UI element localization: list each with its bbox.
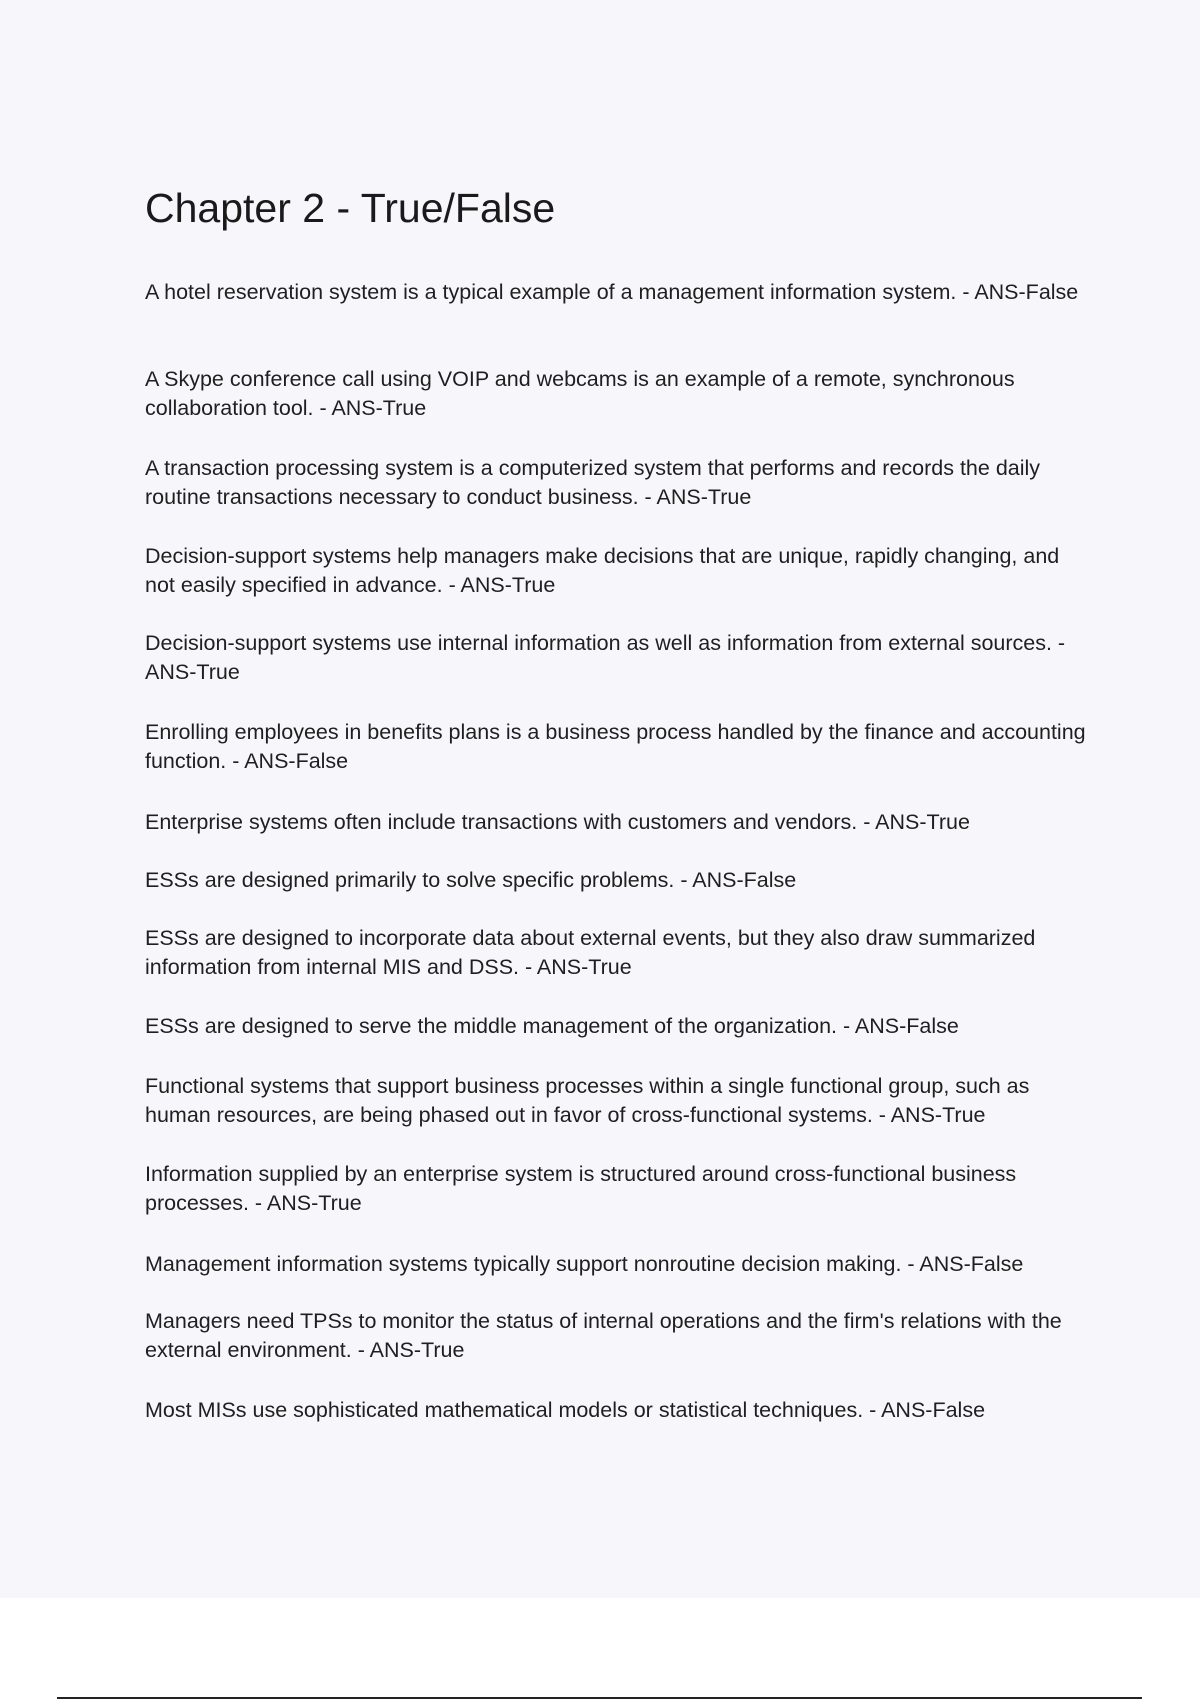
question-item: Enrolling employees in benefits plans is a business process handled by the finance and accounting function. - ANS-False xyxy=(145,720,1086,773)
question-item: Management information systems typically support nonroutine decision making. - ANS-False xyxy=(145,1252,1024,1276)
question-item: Decision-support systems use internal information as well as information from external sources. - ANS-True xyxy=(145,631,1066,684)
question-item: Enterprise systems often include transactions with customers and vendors. - ANS-True xyxy=(145,810,970,834)
question-item: A transaction processing system is a computerized system that performs and records the daily routine transactions necessary to conduct business. - ANS-True xyxy=(145,456,1041,509)
question-item: Managers need TPSs to monitor the status of internal operations and the firm's relations with the external environment. - ANS-True xyxy=(145,1309,1062,1362)
question-item: Decision-support systems help managers make decisions that are unique, rapidly changing, and not easily specified in advance. - ANS-True xyxy=(145,544,1060,597)
question-item: ESSs are designed to serve the middle management of the organization. - ANS-False xyxy=(145,1014,959,1038)
question-item: A hotel reservation system is a typical example of a management information system. - ANS-False xyxy=(145,280,1079,304)
question-item: ESSs are designed to incorporate data about external events, but they also draw summarized information from internal MIS and DSS. - ANS-True xyxy=(145,926,1036,979)
question-item: A Skype conference call using VOIP and webcams is an example of a remote, synchronous collaboration tool. - ANS-True xyxy=(145,367,1015,420)
question-item: Information supplied by an enterprise system is structured around cross-functional business processes. - ANS-True xyxy=(145,1162,1017,1215)
question-item: ESSs are designed primarily to solve specific problems. - ANS-False xyxy=(145,868,797,892)
question-item: Functional systems that support business processes within a single functional group, such as human resources, are being phased out in favor of cross-functional systems. - ANS-True xyxy=(145,1074,1030,1127)
footer-divider xyxy=(57,1697,1142,1699)
question-item: Most MISs use sophisticated mathematical models or statistical techniques. - ANS-False xyxy=(145,1398,986,1422)
page-title: Chapter 2 - True/False xyxy=(145,185,556,231)
